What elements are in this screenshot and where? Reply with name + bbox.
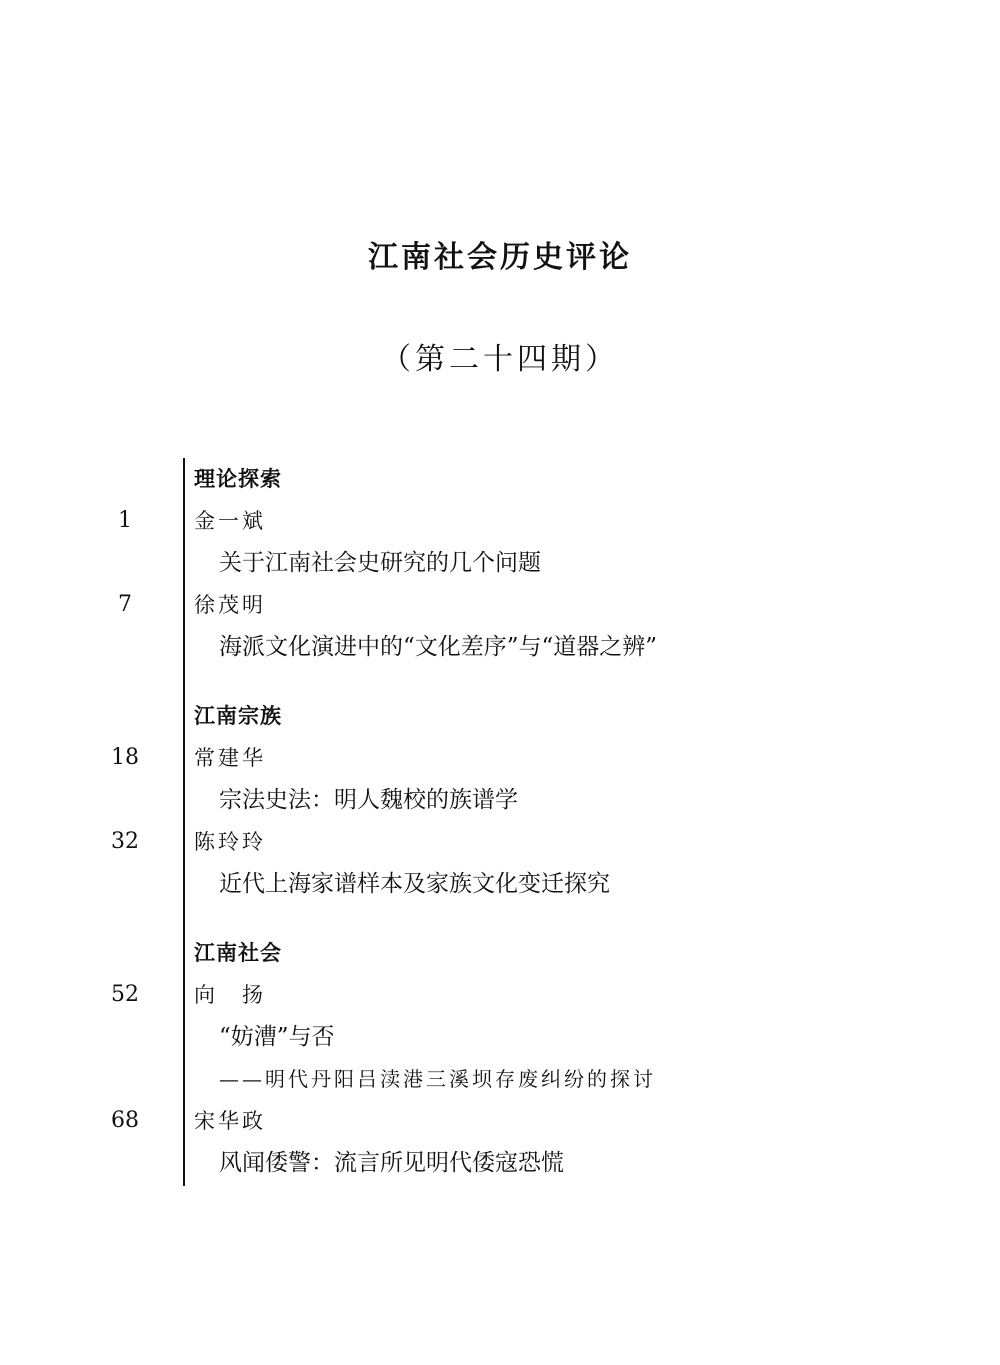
entry-title: 海派文化演进中的“文化差序”与“道器之辨” <box>219 634 658 660</box>
page-number: 68 <box>111 1108 139 1133</box>
page-number: 52 <box>111 982 139 1007</box>
page-title: 江南社会历史评论 <box>368 240 632 275</box>
entry-author: 向 扬 <box>194 983 266 1007</box>
page-number: 7 <box>118 592 132 617</box>
page-number: 18 <box>111 745 139 770</box>
entry-author: 金一斌 <box>194 509 266 533</box>
entry-title: “妨漕”与否 <box>219 1024 335 1050</box>
section-heading: 理论探索 <box>194 467 282 491</box>
entry-author: 徐茂明 <box>194 593 266 617</box>
section-heading: 江南宗族 <box>194 704 282 728</box>
entry-title: 宗法史法：明人魏校的族谱学 <box>219 787 518 813</box>
page-number: 1 <box>118 508 132 533</box>
issue-number: （第二十四期） <box>381 342 619 377</box>
entry-subtitle: ——明代丹阳吕渎港三溪坝存废纠纷的探讨 <box>219 1067 656 1091</box>
page-number: 32 <box>111 829 139 854</box>
entry-title: 关于江南社会史研究的几个问题 <box>219 550 541 576</box>
section-heading: 江南社会 <box>194 941 282 965</box>
vertical-divider <box>183 458 185 1186</box>
entry-title: 近代上海家谱样本及家族文化变迁探究 <box>219 871 610 897</box>
entry-author: 宋华政 <box>194 1109 266 1133</box>
entry-author: 陈玲玲 <box>194 830 266 854</box>
entry-author: 常建华 <box>194 746 266 770</box>
entry-title: 风闻倭警：流言所见明代倭寇恐慌 <box>219 1150 564 1176</box>
